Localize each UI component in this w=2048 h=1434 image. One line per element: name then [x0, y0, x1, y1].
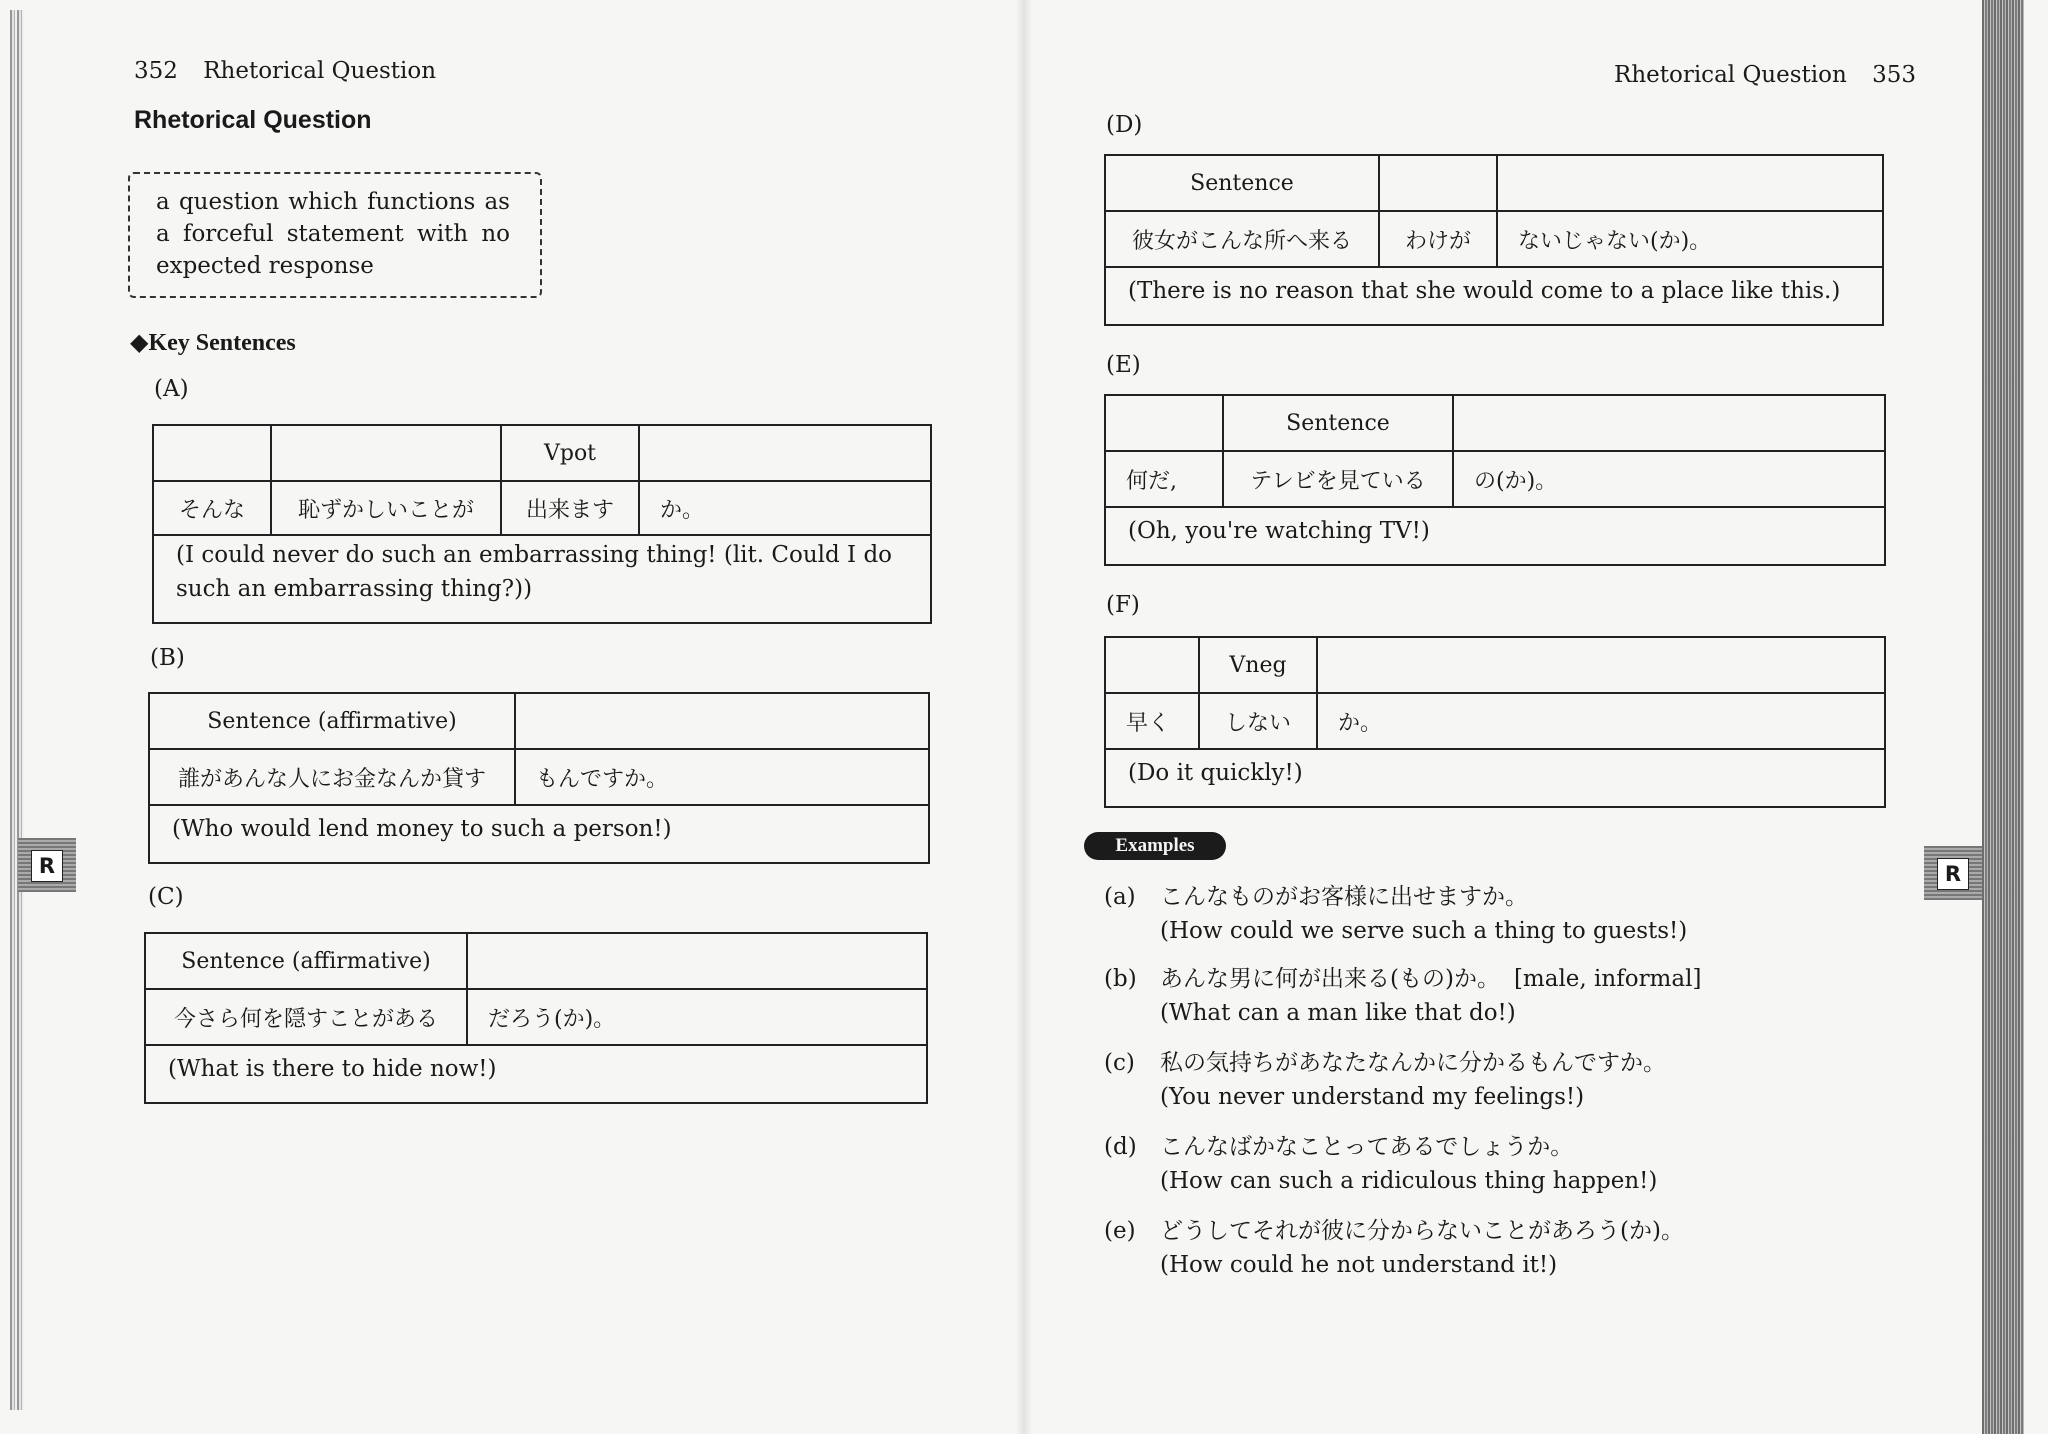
table-row: [146, 990, 926, 1046]
table-cell: テレビを見ている: [1224, 452, 1454, 506]
translation-f: (Do it quickly!): [1128, 760, 1303, 786]
example-japanese: どうしてそれが彼に分からないことがあろう(か)。: [1160, 1218, 1684, 1244]
table-cell: 恥ずかしいことが: [272, 482, 502, 534]
example-japanese: あんな男に何が出来る(もの)か。: [1160, 966, 1500, 992]
label-e: (E): [1106, 352, 1141, 378]
table-cell: 早く: [1106, 694, 1200, 748]
key-sentence-e-table: [1104, 394, 1886, 566]
label-f: (F): [1106, 592, 1140, 618]
table-cell: 出来ます: [502, 482, 640, 534]
table-cell: [468, 934, 926, 988]
example-english: (How could we serve such a thing to guests!): [1160, 918, 1688, 944]
right-page-number: 353: [1872, 62, 1917, 88]
example-label: (b): [1104, 966, 1137, 992]
table-cell: [1498, 156, 1882, 210]
table-cell: [1106, 396, 1224, 450]
table-cell: [640, 426, 930, 480]
translation-d: (There is no reason that she would come to a place like this.): [1128, 278, 1841, 304]
example-label: (a): [1104, 884, 1136, 910]
example-label: (d): [1104, 1134, 1137, 1160]
table-cell: もんですか。: [536, 766, 669, 792]
section-title: Rhetorical Question: [134, 106, 372, 134]
right-running-title: Rhetorical Question: [1614, 62, 1847, 88]
label-a: (A): [154, 376, 189, 402]
example-english: (What can a man like that do!): [1160, 1000, 1516, 1026]
definition-box: [128, 172, 542, 298]
thumb-index-tab-right: [1924, 846, 1982, 900]
example-label: (c): [1104, 1050, 1135, 1076]
table-cell: Sentence (affirmative): [150, 694, 516, 748]
tab-letter: R: [31, 850, 63, 882]
table-cell: わけが: [1380, 212, 1498, 266]
left-running-head: [134, 58, 436, 84]
label-d: (D): [1106, 112, 1143, 138]
example-japanese: こんなものがお客様に出せますか。: [1160, 884, 1528, 910]
key-sentence-f-table: [1104, 636, 1886, 808]
table-cell: Sentence: [1224, 396, 1454, 450]
table-row: [1106, 694, 1884, 750]
table-header-row: [1106, 156, 1882, 212]
table-cell: [272, 426, 502, 480]
example-english: (How could he not understand it!): [1160, 1252, 1558, 1278]
table-cell: か。: [660, 497, 705, 523]
table-cell: [1318, 638, 1884, 692]
table-cell: [154, 426, 272, 480]
table-cell: ないじゃない(か)。: [1518, 228, 1712, 254]
translation-b: (Who would lend money to such a person!): [172, 816, 672, 842]
table-cell: か。: [1338, 710, 1383, 736]
table-row: [150, 750, 928, 806]
key-sentence-b-table: [148, 692, 930, 864]
table-cell: 今さら何を隠すことがある: [146, 990, 468, 1044]
table-cell: [516, 694, 928, 748]
example-english: (How can such a ridiculous thing happen!): [1160, 1168, 1658, 1194]
translation-e: (Oh, you're watching TV!): [1128, 518, 1430, 544]
table-cell: [1106, 638, 1200, 692]
key-sentence-d-table: [1104, 154, 1884, 326]
table-cell: [1454, 396, 1884, 450]
left-page-edge: [10, 10, 24, 1410]
table-header-row: [1106, 396, 1884, 452]
table-row: [1106, 212, 1882, 268]
table-cell: 誰があんな人にお金なんか貸す: [150, 750, 516, 804]
table-row: [154, 482, 930, 536]
table-cell: 彼女がこんな所へ来る: [1106, 212, 1380, 266]
thumb-index-tab-left: [18, 838, 76, 892]
table-cell: Vneg: [1200, 638, 1318, 692]
table-cell: の(か)。: [1474, 468, 1558, 494]
examples-tag: Examples: [1084, 832, 1226, 860]
table-header-row: [146, 934, 926, 990]
right-running-head: [1614, 62, 1916, 88]
table-header-row: [150, 694, 928, 750]
table-header-row: [1106, 638, 1884, 694]
table-cell: 何だ,: [1106, 452, 1224, 506]
example-japanese: こんなばかなことってあるでしょうか。: [1160, 1134, 1574, 1160]
table-cell: だろう(か)。: [488, 1006, 616, 1032]
left-page-number: 352: [134, 58, 178, 84]
translation-a: (I could never do such an embarrassing thing! (lit. Could I do such an embarrassing thing?)): [176, 542, 893, 602]
example-japanese: 私の気持ちがあなたなんかに分かるもんですか。: [1160, 1050, 1666, 1076]
right-page-edge: [1982, 0, 2024, 1434]
translation-c: (What is there to hide now!): [168, 1056, 497, 1082]
table-cell: そんな: [154, 482, 272, 534]
key-sentences-heading: ◆Key Sentences: [130, 330, 296, 356]
example-label: (e): [1104, 1218, 1136, 1244]
key-sentence-c-table: [144, 932, 928, 1104]
table-row: [1106, 452, 1884, 508]
table-cell: Sentence (affirmative): [146, 934, 468, 988]
label-b: (B): [150, 645, 185, 671]
example-english: (You never understand my feelings!): [1160, 1084, 1585, 1110]
example-register-tag: [male, informal]: [1513, 966, 1702, 992]
table-cell: しない: [1200, 694, 1318, 748]
definition-text: a question which functions as a forceful statement with no expected response: [156, 189, 510, 279]
book-gutter: [1016, 0, 1032, 1434]
table-header-row: [154, 426, 930, 482]
key-sentence-a-table: [152, 424, 932, 624]
table-cell: Vpot: [502, 426, 640, 480]
left-running-title: Rhetorical Question: [203, 58, 437, 84]
table-cell: Sentence: [1106, 156, 1380, 210]
table-cell: [1380, 156, 1498, 210]
label-c: (C): [148, 884, 184, 910]
example-japanese-line: [1160, 962, 1701, 996]
tab-letter: R: [1937, 858, 1969, 890]
